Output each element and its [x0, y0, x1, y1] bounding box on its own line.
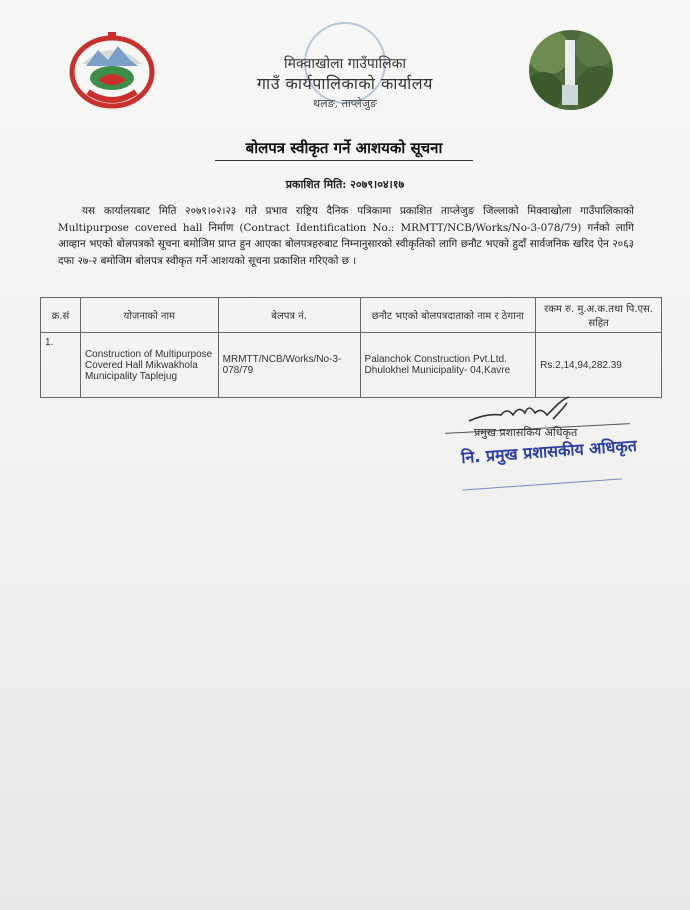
- office-address: थलङ, ताप्लेजुङ: [313, 97, 377, 110]
- col-project-name: योजनाको नाम: [80, 298, 218, 333]
- bid-table: [40, 297, 662, 398]
- table-row: [41, 333, 662, 398]
- cell-bid-number: MRMTT/NCB/Works/No-3-078/79: [218, 333, 360, 398]
- signatory-title: प्रमुख प्रशासकिय अधिकृत: [474, 426, 578, 439]
- cell-project-name: Construction of Multipurpose Covered Hall Mikwakhola Municipality Taplejug: [80, 333, 218, 398]
- cell-bidder: Palanchok Construction Pvt.Ltd. Dhulokhel Municipality- 04,Kavre: [360, 333, 536, 398]
- col-bidder: छनौट भएको बोलपत्रदाताको नाम र ठेगाना: [360, 298, 536, 333]
- office-name: गाउँ कार्यपालिकाको कार्यालय: [257, 74, 433, 93]
- cell-amount: Rs.2,14,94,282.39: [536, 333, 662, 398]
- col-bid-number: बेलपत्र नं.: [218, 298, 360, 333]
- municipality-name: मिक्वाखोला गाउँपालिका: [284, 56, 406, 72]
- notice-title: बोलपत्र स्वीकृत गर्ने आशयको सूचना: [245, 139, 443, 157]
- handwritten-signature: [467, 393, 587, 427]
- col-serial-number: क्र.सं: [41, 298, 81, 333]
- official-stamp: नि. प्रमुख प्रशासकीय अधिकृत: [460, 435, 638, 468]
- cell-serial-number: 1.: [41, 333, 81, 398]
- notice-body: यस कार्यालयबाट मिति २०७९।०२।२३ गते प्रभाव राष्ट्रिय दैनिक पत्रिकामा प्रकाशित ताप्लेजुङ जिल्लाको मिक्वाखोला गाउँपालिकाको Multipurpose covered hall निर्माण (Contract Identification No.: MRMTT/NCB/Works/No-3-078/79) गर्नको लागि आव्हान भएको बोलपत्रको सूचना बमोजिम प्राप्त हुन आएका बोलपत्रहरुबाट निम्नानुसारको स्वीकृतिको लागि छनौट भएको हुदाँ सार्वजनिक खरिद ऐन २०६३ दफा २७-२ बमोजिम बोलपत्र स्वीकृत गर्ने आशयको सूचना प्रकाशित गरिएको छ ।: [58, 205, 634, 267]
- title-underline: [215, 160, 473, 161]
- published-date: प्रकाशित मिति: २०७९।०४।१७: [285, 178, 405, 191]
- col-amount: रकम रु. मु.अ.क.तथा पि.एस. सहित: [536, 298, 662, 333]
- table-header-row: [41, 298, 662, 333]
